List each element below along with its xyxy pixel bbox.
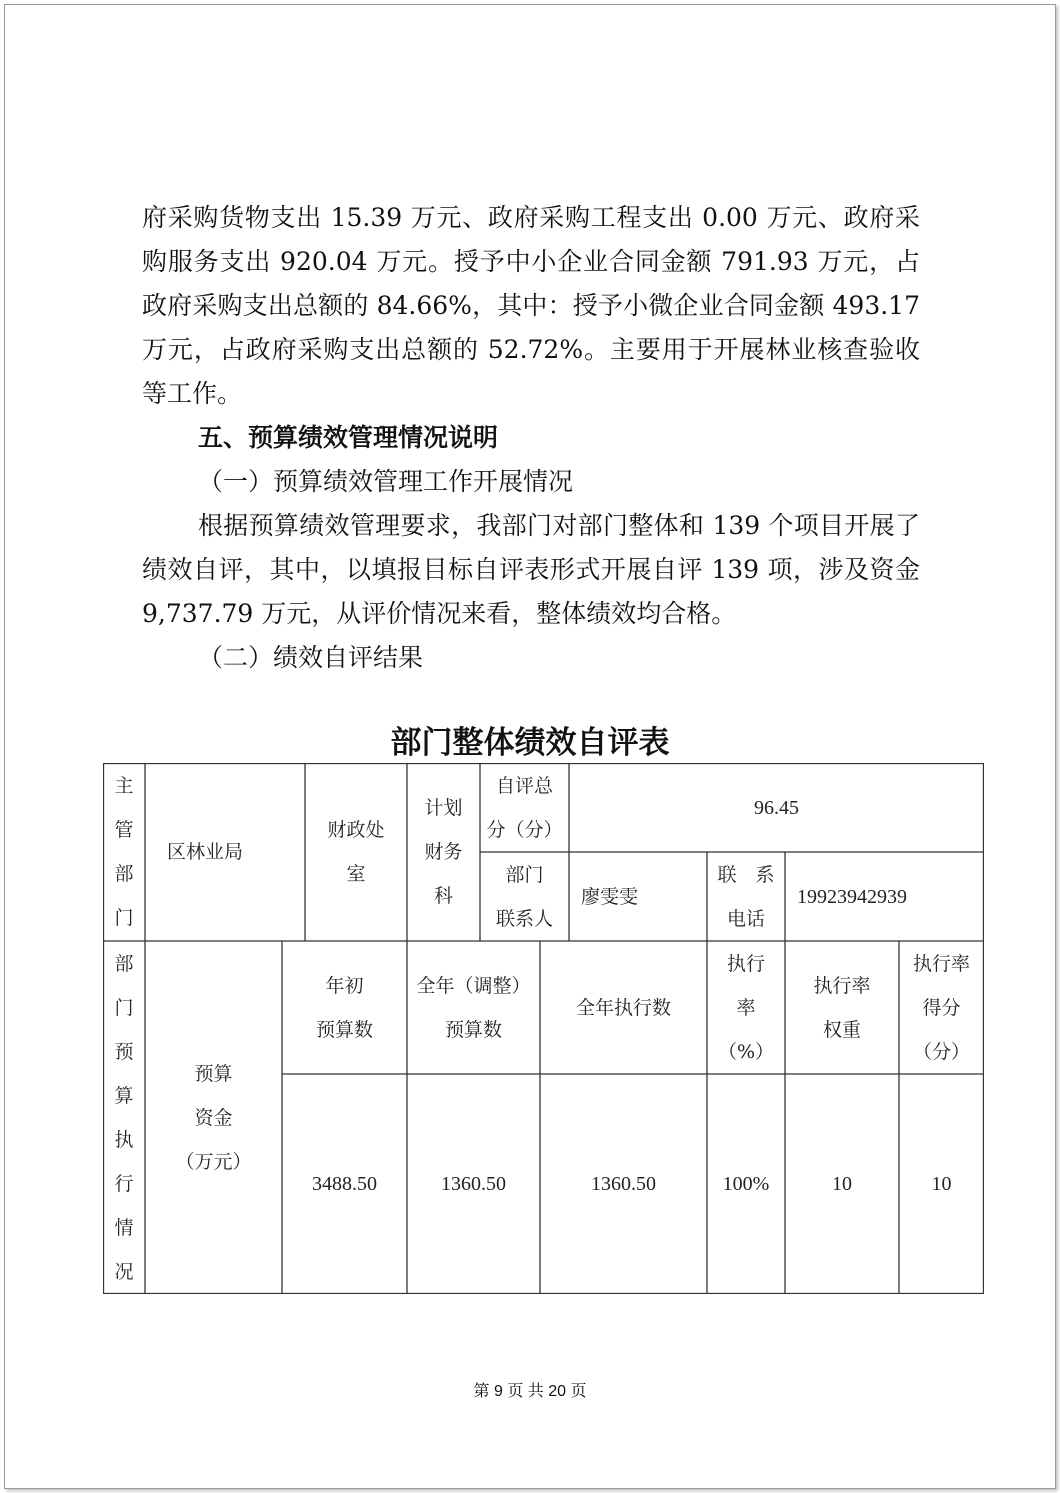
fund-label-line: （万元）: [175, 1150, 252, 1173]
val-score-cell: 10: [931, 1173, 952, 1195]
label-budget-char: 预: [114, 1040, 134, 1063]
phone-value-cell: 19923942939: [797, 885, 907, 908]
phone-label-cell: [707, 852, 785, 941]
val-rate-cell: 100%: [722, 1173, 770, 1195]
col-weight-header: [785, 941, 899, 1074]
col-initial-line: 年初: [325, 974, 364, 997]
col-executed-header: 全年执行数: [575, 996, 671, 1019]
col-score-header: [899, 941, 984, 1074]
label-dept-char: 管: [114, 819, 134, 841]
performance-table: [103, 763, 984, 1294]
dept-name-cell: 区林业局: [167, 841, 244, 863]
contact-label-line: 部门: [505, 863, 544, 886]
score-label-line: 分（分）: [486, 818, 563, 841]
val-executed-cell: 1360.50: [591, 1173, 656, 1195]
label-dept-char: 主: [114, 775, 134, 797]
val-weight-cell: 10: [832, 1173, 852, 1195]
subsection-heading-2: （二）绩效自评结果: [198, 643, 424, 672]
label-dept-char: 门: [114, 907, 134, 929]
table-title: 部门整体绩效自评表: [390, 725, 670, 761]
plan-office-cell: [407, 763, 480, 941]
section-heading: 五、预算绩效管理情况说明: [198, 423, 499, 452]
subsection-heading-1: （一）预算绩效管理工作开展情况: [198, 467, 574, 496]
contact-label-cell: [480, 852, 569, 941]
phone-label-line: 电话: [726, 907, 765, 930]
label-budget-char: 情: [114, 1216, 134, 1239]
label-budget-char: 行: [114, 1172, 134, 1195]
col-rate-header: [707, 941, 785, 1074]
col-weight-line: 权重: [822, 1018, 861, 1041]
label-budget-char: 算: [114, 1084, 134, 1107]
val-initial-cell: 3488.50: [312, 1173, 377, 1195]
col-rate-line: 执行: [726, 952, 765, 975]
col-weight-line: 执行率: [813, 974, 871, 997]
col-score-line: 执行率: [912, 952, 970, 975]
col-rate-line: 率: [736, 996, 756, 1019]
finance-office-line: 室: [346, 863, 366, 885]
col-initial-header: [282, 941, 407, 1074]
col-adjusted-header: [407, 941, 540, 1074]
plan-office-line: 计划: [424, 797, 463, 819]
fund-label-line: 资金: [194, 1106, 233, 1129]
finance-office-line: 财政处: [327, 819, 385, 841]
col-adjusted-line: 全年（调整）: [416, 974, 531, 997]
paragraph-performance: 根据预算绩效管理要求，我部门对部门整体和 139 个项目开展了绩效自评，其中，以填报目标自评表形式开展自评 139 项，涉及资金 9,737.79 万元，从评价情况来看，整体绩效均合格。: [142, 511, 920, 628]
score-label-line: 自评总: [495, 774, 553, 797]
label-dept-cell: [103, 763, 145, 941]
col-initial-line: 预算数: [315, 1018, 373, 1041]
fund-label-line: 预算: [194, 1062, 233, 1085]
body-text: [142, 196, 920, 680]
col-score-line: （分）: [912, 1040, 970, 1063]
contact-label-line: 联系人: [495, 907, 553, 930]
score-label-cell: [480, 763, 569, 852]
fund-label-cell: [145, 941, 282, 1294]
score-value-cell: 96.45: [754, 796, 799, 819]
paragraph-procurement: 府采购货物支出 15.39 万元、政府采购工程支出 0.00 万元、政府采购服务支出 920.04 万元。授予中小企业合同金额 791.93 万元，占政府采购支出总额的 84.66%，其中：授予小微企业合同金额 493.17 万元，占政府采购支出总额的 52.72%。主要用于开展林业核查验收等工作。: [142, 203, 920, 408]
col-score-line: 得分: [922, 996, 961, 1019]
phone-label-line: 联 系: [717, 863, 775, 886]
label-budget-char: 门: [114, 996, 134, 1019]
finance-office-cell: [305, 763, 407, 941]
page-footer: 第 9 页 共 20 页: [473, 1383, 587, 1400]
plan-office-line: 财务: [424, 841, 463, 863]
label-budget-cell: [103, 941, 145, 1294]
label-dept-char: 部: [114, 863, 134, 885]
col-rate-line: （%）: [717, 1040, 775, 1063]
label-budget-char: 执: [114, 1128, 134, 1151]
plan-office-line: 科: [433, 885, 453, 907]
val-adjusted-cell: 1360.50: [441, 1173, 506, 1195]
label-budget-char: 况: [114, 1260, 134, 1283]
label-budget-char: 部: [114, 952, 134, 975]
contact-name-cell: 廖雯雯: [581, 885, 639, 908]
col-adjusted-line: 预算数: [444, 1018, 502, 1041]
